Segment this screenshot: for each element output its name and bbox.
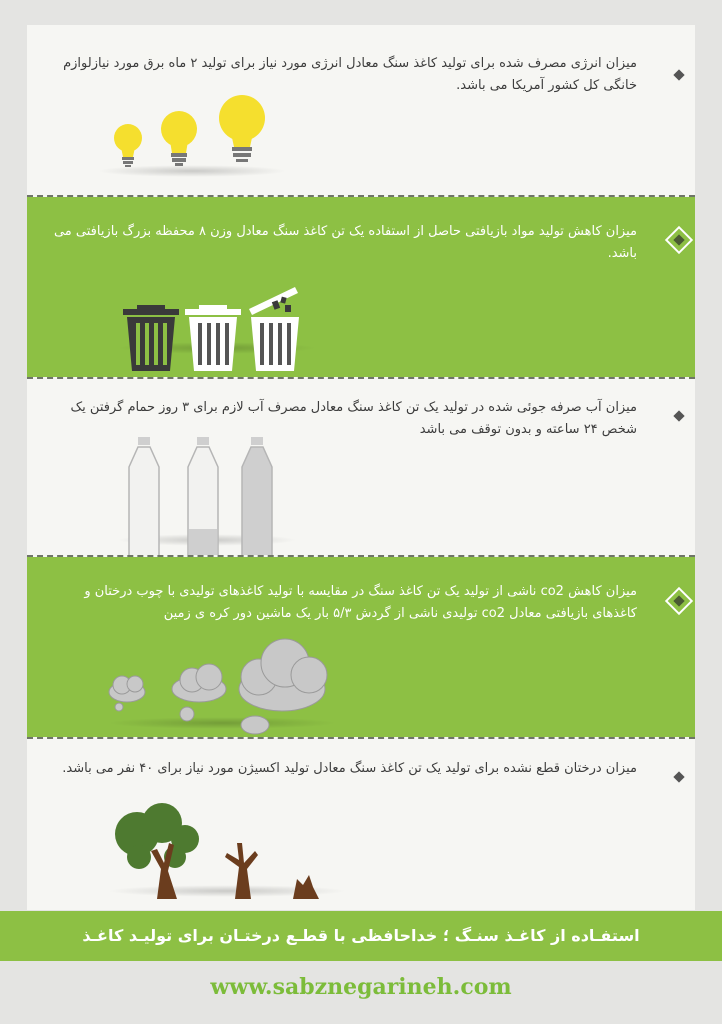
section-trees bbox=[27, 739, 695, 910]
light-bulbs-icon bbox=[27, 25, 695, 195]
smoke-clouds-icon bbox=[27, 557, 695, 737]
section-energy bbox=[27, 25, 695, 195]
website-link[interactable]: www.sabznegarineh.com bbox=[210, 974, 512, 1000]
infographic-card bbox=[27, 25, 695, 910]
footer-slogan: استفـاده از کاغـذ سنـگ ؛ خداحافظی با قطـع درختـان برای تولیـد کاغـذ bbox=[0, 911, 722, 961]
trash-bins-icon bbox=[27, 197, 695, 377]
section-energy-text: میزان انرژی مصرف شده برای تولید کاغذ سنگ معادل انرژی مورد نیاز برای تولید ۲ ماه برق مورد نیازلوازم خانگی کل کشور آمریکا می باشد. bbox=[63, 56, 637, 93]
section-water bbox=[27, 379, 695, 555]
section-recycling-text: میزان کاهش تولید مواد بازیافتی حاصل از استفاده یک تن کاغذ سنگ معادل وزن ۸ محفظه بزرگ بازیافتی می باشد. bbox=[53, 224, 637, 261]
section-co2-text: میزان کاهش co2 ناشی از تولید یک تن کاغذ سنگ در مقایسه با تولید کاغذهای تولیدی با چوب درختان و کاغذهای بازیافتی معادل co2 تولیدی ناشی از گردش ۵/۳ بار یک ماشین دور کره ی زمین bbox=[84, 584, 637, 621]
section-trees-text: میزان درختان قطع نشده برای تولید یک تن کاغذ سنگ معادل تولید اکسیژن مورد نیاز برای ۴۰ نفر می باشد. bbox=[62, 761, 637, 776]
section-recycling bbox=[27, 197, 695, 377]
trees-icon bbox=[27, 739, 695, 910]
section-water-text: میزان آب صرفه جوئی شده در تولید یک تن کاغذ سنگ معادل مصرف آب لازم برای ۳ روز حمام گرفتن یک شخص ۲۴ ساعته و بدون توقف می باشد bbox=[70, 400, 637, 437]
section-co2 bbox=[27, 557, 695, 737]
water-bottles-icon bbox=[27, 379, 695, 555]
